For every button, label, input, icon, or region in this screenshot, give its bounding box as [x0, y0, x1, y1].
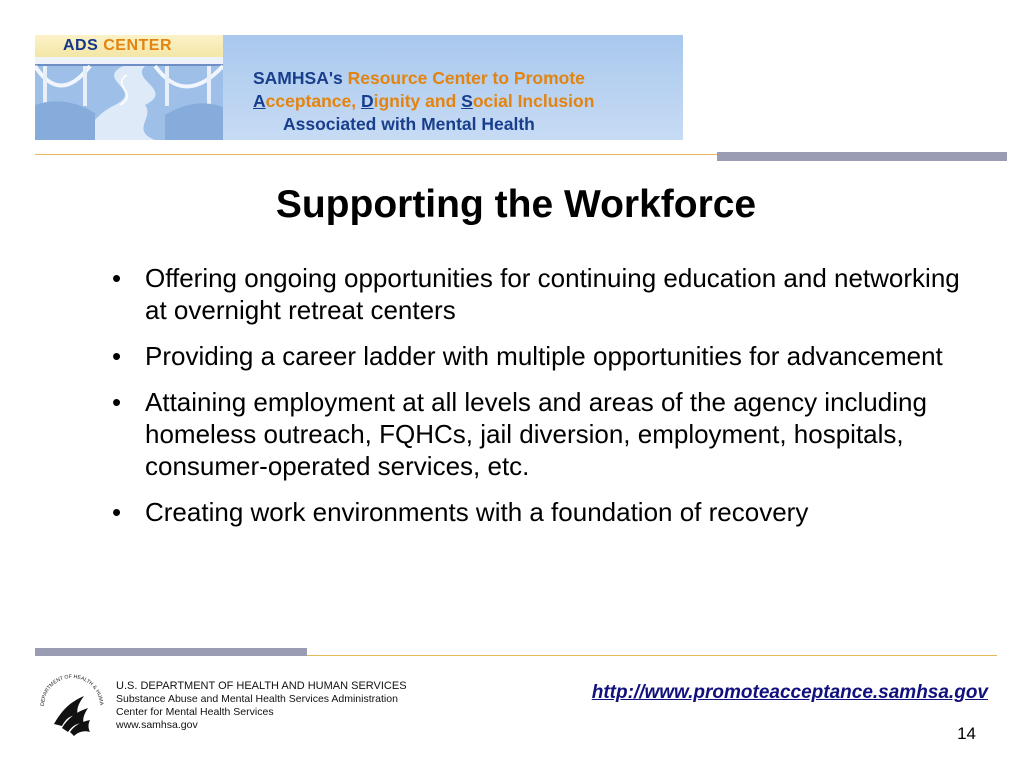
- bullet-text: Providing a career ladder with multiple opportunities for advancement: [145, 341, 943, 371]
- hhs-website: www.samhsa.gov: [116, 719, 198, 731]
- ads-center-banner: [35, 35, 683, 140]
- ads-center-label: [63, 37, 172, 55]
- hhs-samhsa-name: Substance Abuse and Mental Health Services Administration: [116, 693, 398, 705]
- hhs-seal-icon: [32, 666, 112, 744]
- bullet-dot-icon: •: [112, 263, 122, 293]
- hhs-text: [116, 680, 407, 732]
- slide-title: Supporting the Workforce: [275, 183, 757, 226]
- bullet-dot-icon: •: [112, 387, 122, 417]
- hhs-cmhs-name: Center for Mental Health Services: [116, 706, 274, 718]
- bullet-item: [112, 496, 972, 528]
- tagline-line-2: [253, 90, 673, 113]
- footer-gold-rule: [307, 655, 997, 656]
- tagline-letter-s: S: [461, 91, 473, 111]
- header-gold-rule: [35, 154, 717, 155]
- bullet-item: [112, 262, 972, 326]
- hhs-logo-block: [32, 666, 424, 744]
- bullet-text: Attaining employment at all levels and areas of the agency including homeless outreach, FQHCs, jail diversion, employment, hospitals, consumer-operated services, etc.: [145, 387, 927, 481]
- hhs-department-name: U.S. DEPARTMENT OF HEALTH AND HUMAN SERVICES: [116, 680, 407, 692]
- bullet-text: Offering ongoing opportunities for continuing education and networking at overnight retreat centers: [145, 263, 960, 325]
- bullet-item: [112, 386, 972, 482]
- bullet-text: Creating work environments with a foundation of recovery: [145, 497, 809, 527]
- bullet-dot-icon: •: [112, 497, 122, 527]
- tagline-samhsa: SAMHSA's: [253, 68, 343, 88]
- tagline-dignity: ignity and: [373, 91, 457, 111]
- samhsa-tagline: [253, 67, 673, 136]
- center-text: CENTER: [103, 37, 173, 54]
- tagline-letter-d: D: [360, 91, 374, 111]
- promoteacceptance-link[interactable]: http://www.promoteacceptance.samhsa.gov: [591, 682, 988, 703]
- svg-text:DEPARTMENT OF HEALTH & HUMAN S: [32, 666, 104, 706]
- tagline-letter-a: A: [253, 91, 266, 111]
- tagline-resource-center: Resource Center to Promote: [347, 68, 585, 88]
- tagline-social: ocial Inclusion: [472, 91, 595, 111]
- bullet-item: [112, 340, 972, 372]
- tagline-acceptance: cceptance,: [265, 91, 357, 111]
- ads-text: ADS: [63, 37, 99, 54]
- page-number: 14: [957, 724, 976, 743]
- seal-ring-text: DEPARTMENT OF HEALTH & HUMA: [39, 673, 105, 707]
- bullet-dot-icon: •: [112, 341, 122, 371]
- header-gray-bar: [717, 152, 1007, 161]
- tagline-line-1: [253, 67, 673, 90]
- tagline-line-3: Associated with Mental Health: [283, 114, 535, 134]
- footer-gray-bar: [35, 648, 307, 656]
- bullet-list: [112, 262, 972, 542]
